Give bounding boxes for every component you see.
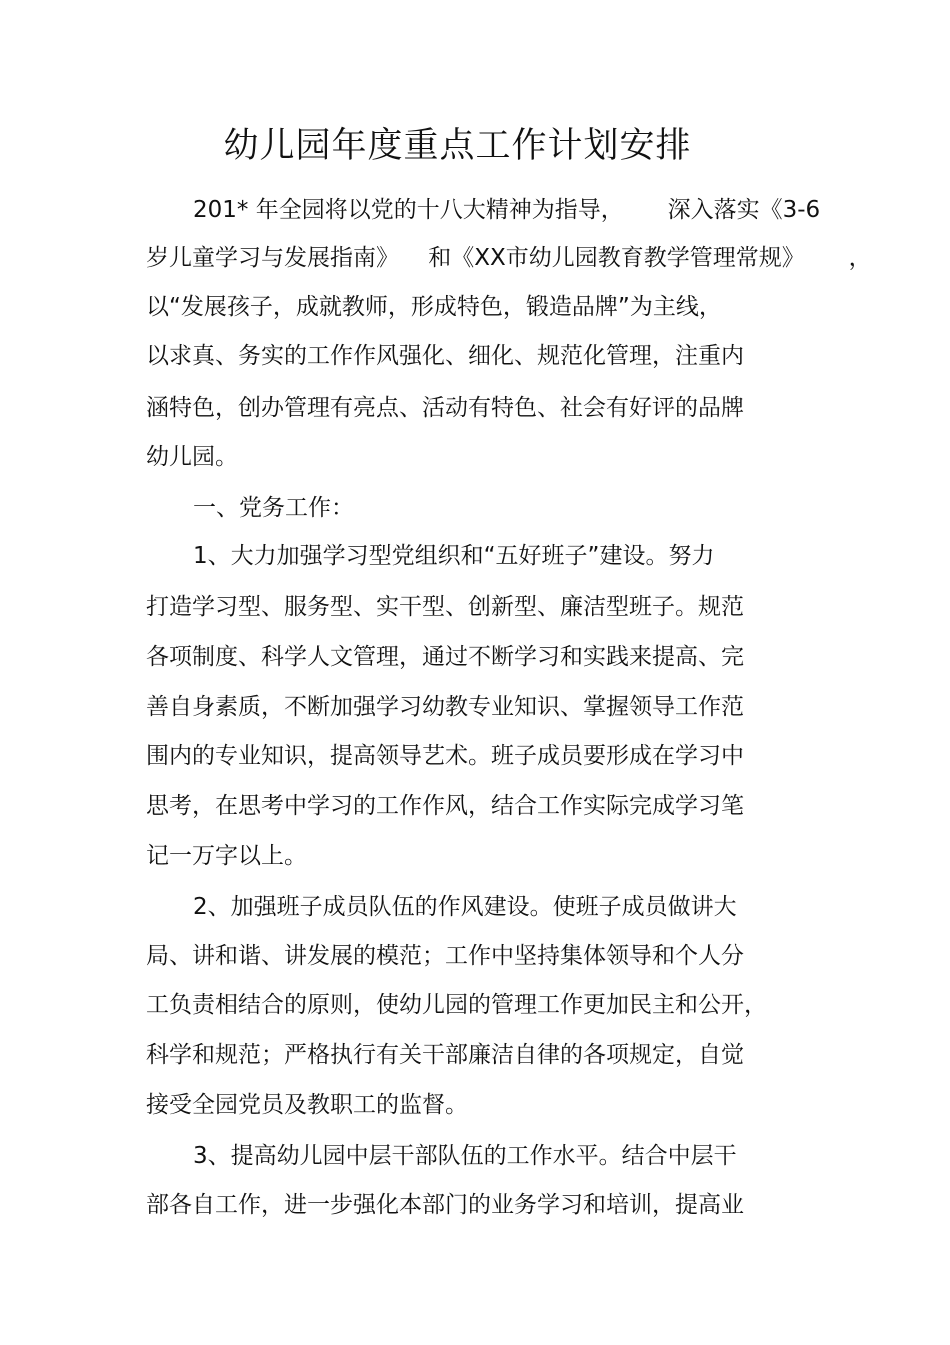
text-line: 各项制度、科学人文管理，通过不断学习和实践来提高、完 (146, 644, 744, 670)
text-line: 思考，在思考中学习的工作作风，结合工作实际完成学习笔 (146, 793, 744, 819)
text-line: 接受全园党员及教职工的监督。 (146, 1092, 468, 1118)
text-line: 局、讲和谐、讲发展的模范；工作中坚持集体领导和个人分 (146, 943, 744, 969)
text-line: 岁儿童学习与发展指南》 和《XX市幼儿园教育教学管理常规》 ， (146, 245, 872, 271)
text-line: 2、加强班子成员队伍的作风建设。使班子成员做讲大 (193, 894, 737, 920)
document-title: 幼儿园年度重点工作计划安排 (223, 126, 692, 166)
text-line: 部各自工作，进一步强化本部门的业务学习和培训，提高业 (146, 1192, 744, 1218)
text-line: 3、提高幼儿园中层干部队伍的工作水平。结合中层干 (193, 1143, 737, 1169)
text-line: 幼儿园。 (146, 444, 238, 470)
text-line: 打造学习型、服务型、实干型、创新型、廉洁型班子。规范 (146, 594, 744, 620)
text-line: 围内的专业知识，提高领导艺术。班子成员要形成在学习中 (146, 743, 744, 769)
text-line: 1、大力加强学习型党组织和“五好班子”建设。努力 (193, 543, 715, 569)
text-line: 涵特色，创办管理有亮点、活动有特色、社会有好评的品牌 (146, 395, 744, 421)
text-line: 善自身素质，不断加强学习幼教专业知识、掌握领导工作范 (146, 694, 744, 720)
text-line: 201* 年全园将以党的十八大精神为指导， 深入落实《3-6 (193, 197, 821, 223)
section-heading: 一、党务工作： (193, 495, 354, 521)
text-line: 工负责相结合的原则，使幼儿园的管理工作更加民主和公开， (146, 992, 767, 1018)
text-line: 以求真、务实的工作作风强化、细化、规范化管理，注重内 (146, 343, 744, 369)
text-line: 记一万字以上。 (146, 843, 307, 869)
text-line: 科学和规范；严格执行有关干部廉洁自律的各项规定，自觉 (146, 1042, 744, 1068)
text-line: 以“发展孩子，成就教师，形成特色，锻造品牌”为主线， (146, 294, 722, 320)
